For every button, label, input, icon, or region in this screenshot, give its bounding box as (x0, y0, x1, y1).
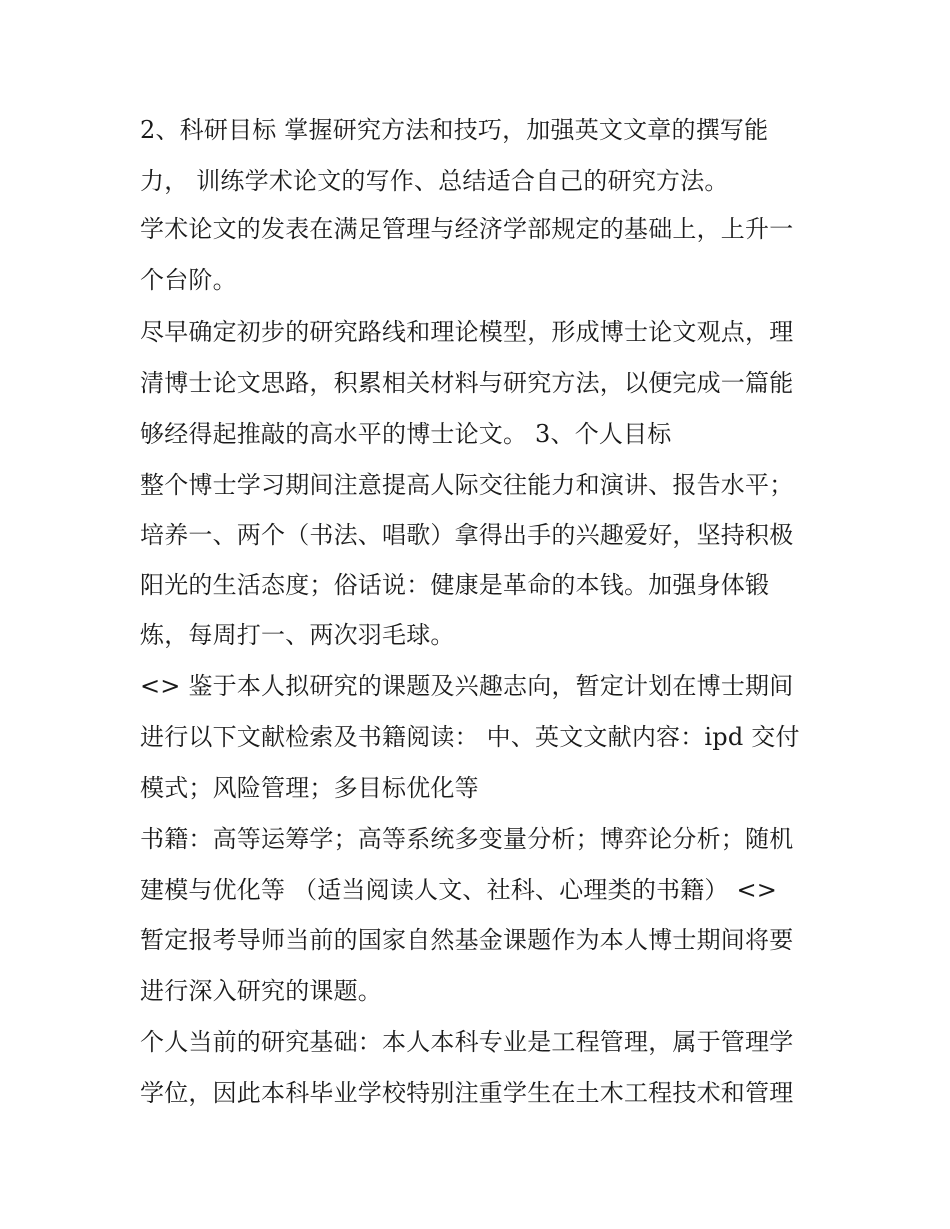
text-line: 个台阶。 (140, 266, 237, 294)
text-line: 2、科研目标 掌握研究方法和技巧，加强英文文章的撰写能 (140, 116, 769, 144)
text-line: 炼，每周打一、两次羽毛球。 (140, 621, 455, 649)
text-line: 整个博士学习期间注意提高人际交往能力和演讲、报告水平； (140, 471, 794, 499)
text-line: 学术论文的发表在满足管理与经济学部规定的基础上，上升一 (140, 215, 794, 243)
text-line: 尽早确定初步的研究路线和理论模型，形成博士论文观点，理 (140, 318, 794, 346)
text-line: 进行深入研究的课题。 (140, 977, 382, 1005)
text-line: 个人当前的研究基础：本人本科专业是工程管理，属于管理学 (140, 1028, 794, 1056)
text-line: 培养一、两个（书法、唱歌）拿得出手的兴趣爱好，坚持积极 (140, 521, 794, 549)
text-line: 阳光的生活态度；俗话说：健康是革命的本钱。加强身体锻 (140, 571, 770, 599)
text-line: <> 鉴于本人拟研究的课题及兴趣志向，暂定计划在博士期间 (140, 672, 794, 700)
text-line: 学位，因此本科毕业学校特别注重学生在土木工程技术和管理 (140, 1079, 794, 1107)
text-line: 书籍：高等运筹学；高等系统多变量分析；博弈论分析；随机 (140, 825, 794, 853)
text-line: 够经得起推敲的高水平的博士论文。 3、个人目标 (140, 420, 672, 448)
text-line: 力， 训练学术论文的写作、总结适合自己的研究方法。 (140, 167, 729, 195)
text-line: 建模与优化等 （适当阅读人文、社科、心理类的书籍） <> (140, 876, 778, 904)
text-line: 进行以下文献检索及书籍阅读： 中、英文文献内容：ipd 交付 (140, 723, 800, 751)
text-line: 模式；风险管理；多目标优化等 (140, 774, 479, 802)
text-line: 清博士论文思路，积累相关材料与研究方法，以便完成一篇能 (140, 369, 794, 397)
text-line: 暂定报考导师当前的国家自然基金课题作为本人博士期间将要 (140, 926, 794, 954)
